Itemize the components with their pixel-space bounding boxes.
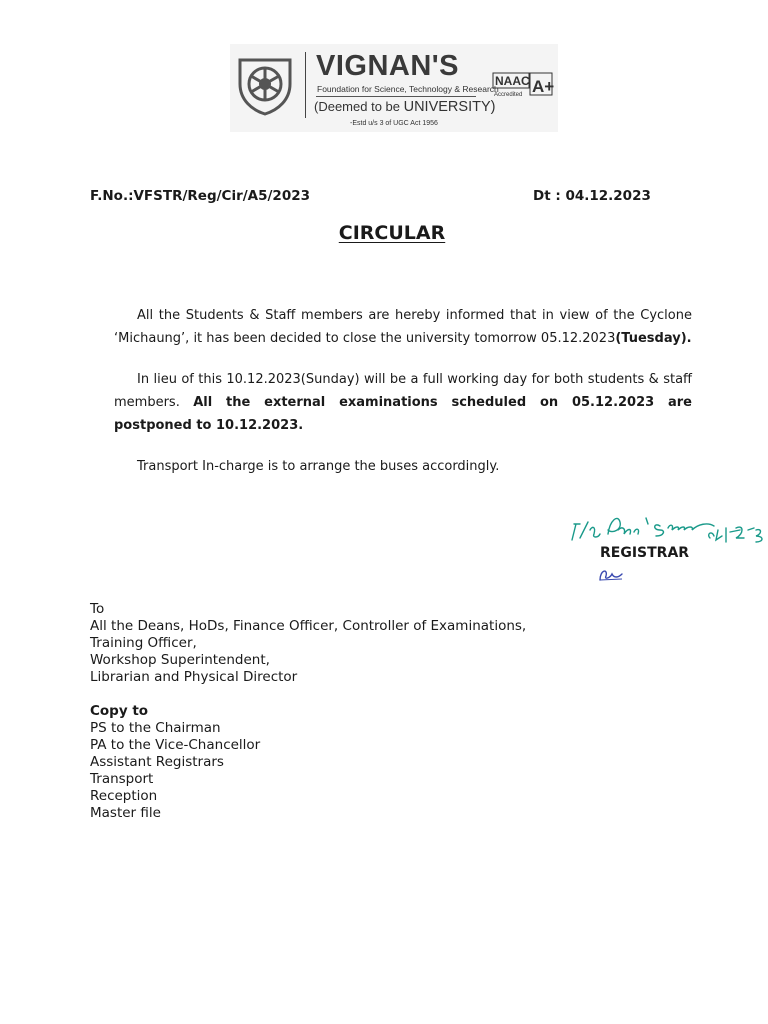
- to-label: To: [90, 601, 105, 617]
- deemed-prefix: (Deemed to be: [314, 99, 404, 114]
- copy-to-list: [90, 720, 260, 822]
- naac-sub: Accredited: [494, 92, 523, 98]
- established-note: -Estd u/s 3 of UGC Act 1956: [350, 120, 438, 127]
- paragraph-closure: [114, 304, 692, 350]
- paragraph-transport: [114, 455, 692, 478]
- list-item: PS to the Chairman: [90, 720, 221, 736]
- handwritten-signature: [568, 500, 768, 546]
- list-item: Transport: [90, 771, 154, 787]
- list-item: PA to the Vice-Chancellor: [90, 737, 261, 753]
- paragraph-closure-day: (Tuesday).: [615, 331, 692, 346]
- list-item: Librarian and Physical Director: [90, 669, 298, 685]
- deemed-main: UNIVERSITY): [403, 99, 496, 115]
- list-item: All the Deans, HoDs, Finance Officer, Controller of Examinations,: [90, 618, 527, 634]
- circular-title: CIRCULAR: [338, 222, 446, 244]
- list-item: Reception: [90, 788, 158, 804]
- list-item: Training Officer,: [90, 635, 197, 651]
- signatory-title: REGISTRAR: [600, 545, 690, 561]
- brand-rule: [316, 96, 476, 97]
- naac-badge: [492, 72, 556, 98]
- naac-label: NAAC: [495, 74, 530, 88]
- file-number: F.No.:VFSTR/Reg/Cir/A5/2023: [90, 188, 311, 204]
- copy-to-label: Copy to: [90, 703, 149, 719]
- circular-date: Dt : 04.12.2023: [533, 188, 651, 204]
- university-emblem-icon: [234, 54, 296, 116]
- letterhead-divider: [305, 52, 306, 118]
- naac-grade: A+: [532, 77, 555, 96]
- paragraph-working-day: [114, 368, 692, 437]
- paragraph-closure-text: All the Students & Staff members are hereby informed that in view of the Cyclone ‘Michaung’, it has been decided to close the university tomorrow 05.12.2023: [114, 308, 692, 346]
- paragraph-exam-postponed: All the external examinations scheduled on 05.12.2023 are postponed to 10.12.2023.: [114, 395, 692, 433]
- list-item: Assistant Registrars: [90, 754, 224, 770]
- list-item: Master file: [90, 805, 161, 821]
- to-list: [90, 618, 526, 686]
- list-item: Workshop Superintendent,: [90, 652, 270, 668]
- brand-tagline: Foundation for Science, Technology & Research: [317, 84, 499, 94]
- deemed-university-line: [314, 99, 495, 115]
- brand-name: VIGNAN'S: [316, 50, 460, 82]
- paragraph-working-day-text: In lieu of this 10.12.2023(Sunday) will be a full working day for both students & staff members.: [114, 372, 692, 410]
- paragraph-transport-text: Transport In-charge is to arrange the buses accordingly.: [137, 459, 500, 474]
- initials-mark: [598, 566, 624, 582]
